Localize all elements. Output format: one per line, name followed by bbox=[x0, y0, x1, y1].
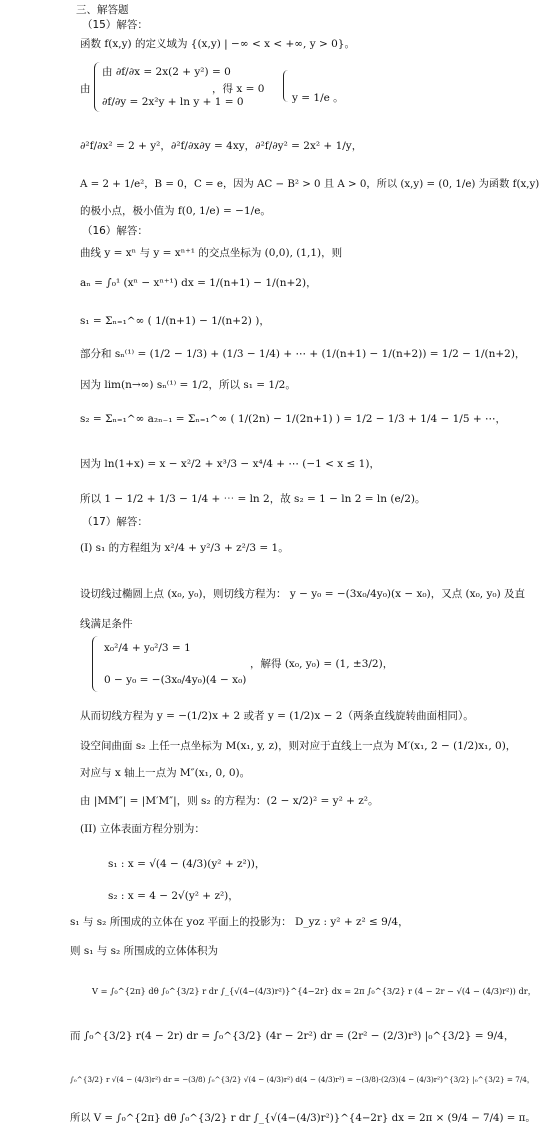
problem-17-label: （17）解答： bbox=[82, 516, 148, 528]
p16-line-1: 曲线 y = xⁿ 与 y = xⁿ⁺¹ 的交点坐标为 (0,0), (1,1)，则 bbox=[80, 247, 343, 259]
p17-part1-eq: (I) s₁ 的方程组为 x²/4 + y²/3 + z²/3 = 1。 bbox=[80, 542, 289, 554]
p16-ln-series: 因为 ln(1+x) = x − x²/2 + x³/3 − x⁴/4 + ⋯ (−1 < x ≤ 1)， bbox=[80, 458, 380, 470]
p17-s2-surface: s₂ : x = 4 − 2√(y² + z²)， bbox=[108, 890, 239, 902]
p17-part2-label: (II) 立体表面方程分别为： bbox=[80, 823, 205, 835]
p15-left-brace bbox=[94, 62, 100, 112]
problem-15-label: （15）解答： bbox=[82, 19, 148, 31]
p17-point-m2: 对应与 x 轴上一点为 M″(x₁, 0, 0)。 bbox=[80, 767, 251, 779]
p16-conclusion: 所以 1 − 1/2 + 1/3 − 1/4 + ⋯ = ln 2，故 s₂ = 1 − ln 2 = ln (e/2)。 bbox=[80, 493, 426, 505]
section-title: 三、解答题 bbox=[76, 4, 129, 16]
p16-limit: 因为 lim(n→∞) sₙ⁽¹⁾ = 1/2，所以 s₁ = 1/2。 bbox=[80, 379, 296, 391]
p17-system-eq-2: 0 − y₀ = −(3x₀/4y₀)(4 − x₀) bbox=[104, 674, 247, 686]
p17-condition: 线满足条件 bbox=[80, 618, 133, 630]
p17-brace bbox=[92, 636, 98, 692]
p17-s2-eq: 由 |MM″| = |M′M″|，则 s₂ 的方程为：(2 − x/2)² = y² + z²。 bbox=[80, 795, 379, 807]
p15-line-1: 函数 f(x,y) 的定义域为 {(x,y) | −∞ < x < +∞, y > 0}。 bbox=[80, 38, 355, 50]
p17-projection: s₁ 与 s₂ 所围成的立体在 yoz 平面上的投影为： D_yz : y² + z² ≤ 9/4， bbox=[70, 916, 409, 928]
p17-tangent: 设切线过椭圆上点 (x₀, y₀)，则切线方程为： y − y₀ = −(3x₀/4y₀)(x − x₀)，又点 (x₀, y₀) 及直 bbox=[80, 588, 526, 600]
p17-system-eq-1: x₀²/4 + y₀²/3 = 1 bbox=[104, 642, 191, 654]
p15-you: 由 bbox=[80, 83, 91, 95]
p15-right-brace bbox=[283, 70, 288, 102]
p17-final-volume: 所以 V = ∫₀^{2π} dθ ∫₀^{3/2} r dr ∫_{√(4−(4/3)r²)}^{4−2r} dx = 2π × (9/4 − 7/4) = π。 bbox=[70, 1112, 536, 1124]
p17-integral-1: 而 ∫₀^{3/2} r(4 − 2r) dr = ∫₀^{3/2} (4r − 2r²) dr = (2r² − (2/3)r³) |₀^{3/2} = 9/4， bbox=[70, 1030, 515, 1042]
p15-eq-2: ∂f/∂y = 2x²y + ln y + 1 = 0 bbox=[102, 96, 244, 108]
problem-16-label: （16）解答： bbox=[82, 225, 148, 237]
p16-s1: s₁ = Σₙ₌₁^∞ ( 1/(n+1) − 1/(n+2) )， bbox=[80, 315, 270, 327]
p15-eq-1: 由 ∂f/∂x = 2x(2 + y²) = 0 bbox=[102, 66, 231, 78]
p17-s1-surface: s₁ : x = √(4 − (4/3)(y² + z²))， bbox=[108, 858, 266, 870]
p16-an: aₙ = ∫₀¹ (xⁿ − xⁿ⁺¹) dx = 1/(n+1) − 1/(n+2)， bbox=[80, 277, 317, 289]
p15-second-derivs: ∂²f/∂x² = 2 + y²，∂²f/∂x∂y = 4xy，∂²f/∂y² = 2x² + 1/y， bbox=[80, 140, 363, 152]
p17-solution: ，解得 (x₀, y₀) = (1, ±3/2)， bbox=[250, 658, 394, 670]
p16-partial-sum: 部分和 sₙ⁽¹⁾ = (1/2 − 1/3) + (1/3 − 1/4) + ⋯ + (1/(n+1) − 1/(n+2)) = 1/2 − 1/(n+2)， bbox=[80, 348, 526, 360]
p17-point-m: 设空间曲面 s₂ 上任一点坐标为 M(x₁, y, z)，则对应于直线上一点为 M′(x₁, 2 − (1/2)x₁, 0)， bbox=[80, 740, 517, 752]
p15-ac-b2: A = 2 + 1/e²，B = 0，C = e，因为 AC − B² > 0 且 A > 0，所以 (x,y) = (0, 1/e) 为函数 f(x,y) bbox=[80, 178, 540, 190]
p17-tangent-lines: 从而切线方程为 y = −(1/2)x + 2 或者 y = (1/2)x − 2（两条直线旋转曲面相同）。 bbox=[80, 710, 474, 722]
p17-volume-intro: 则 s₁ 与 s₂ 所围成的立体体积为 bbox=[70, 945, 219, 957]
p15-conclusion: 的极小点，极小值为 f(0, 1/e) = −1/e。 bbox=[80, 205, 271, 217]
p15-result-text: ，得 x = 0 bbox=[212, 83, 265, 95]
p16-s2: s₂ = Σₙ₌₁^∞ a₂ₙ₋₁ = Σₙ₌₁^∞ ( 1/(2n) − 1/(2n+1) ) = 1/2 − 1/3 + 1/4 − 1/5 + ⋯， bbox=[80, 413, 506, 425]
p17-integral-2: ∫₀^{3/2} r √(4 − (4/3)r²) dr = −(3/8) ∫₀^{3/2} √(4 − (4/3)r²) d(4 − (4/3)r²) = −(3/8)·(2/3)(4 − (4/3)r²)^{3/2} |₀^{3/2} = 7/4， bbox=[70, 1075, 535, 1084]
p17-volume-integral: V = ∫₀^{2π} dθ ∫₀^{3/2} r dr ∫_{√(4−(4/3)r²)}^{4−2r} dx = 2π ∫₀^{3/2} r (4 − 2r − √(4 − (4/3)r²)) dr， bbox=[92, 986, 536, 996]
p15-result-y: y = 1/e 。 bbox=[292, 92, 344, 104]
